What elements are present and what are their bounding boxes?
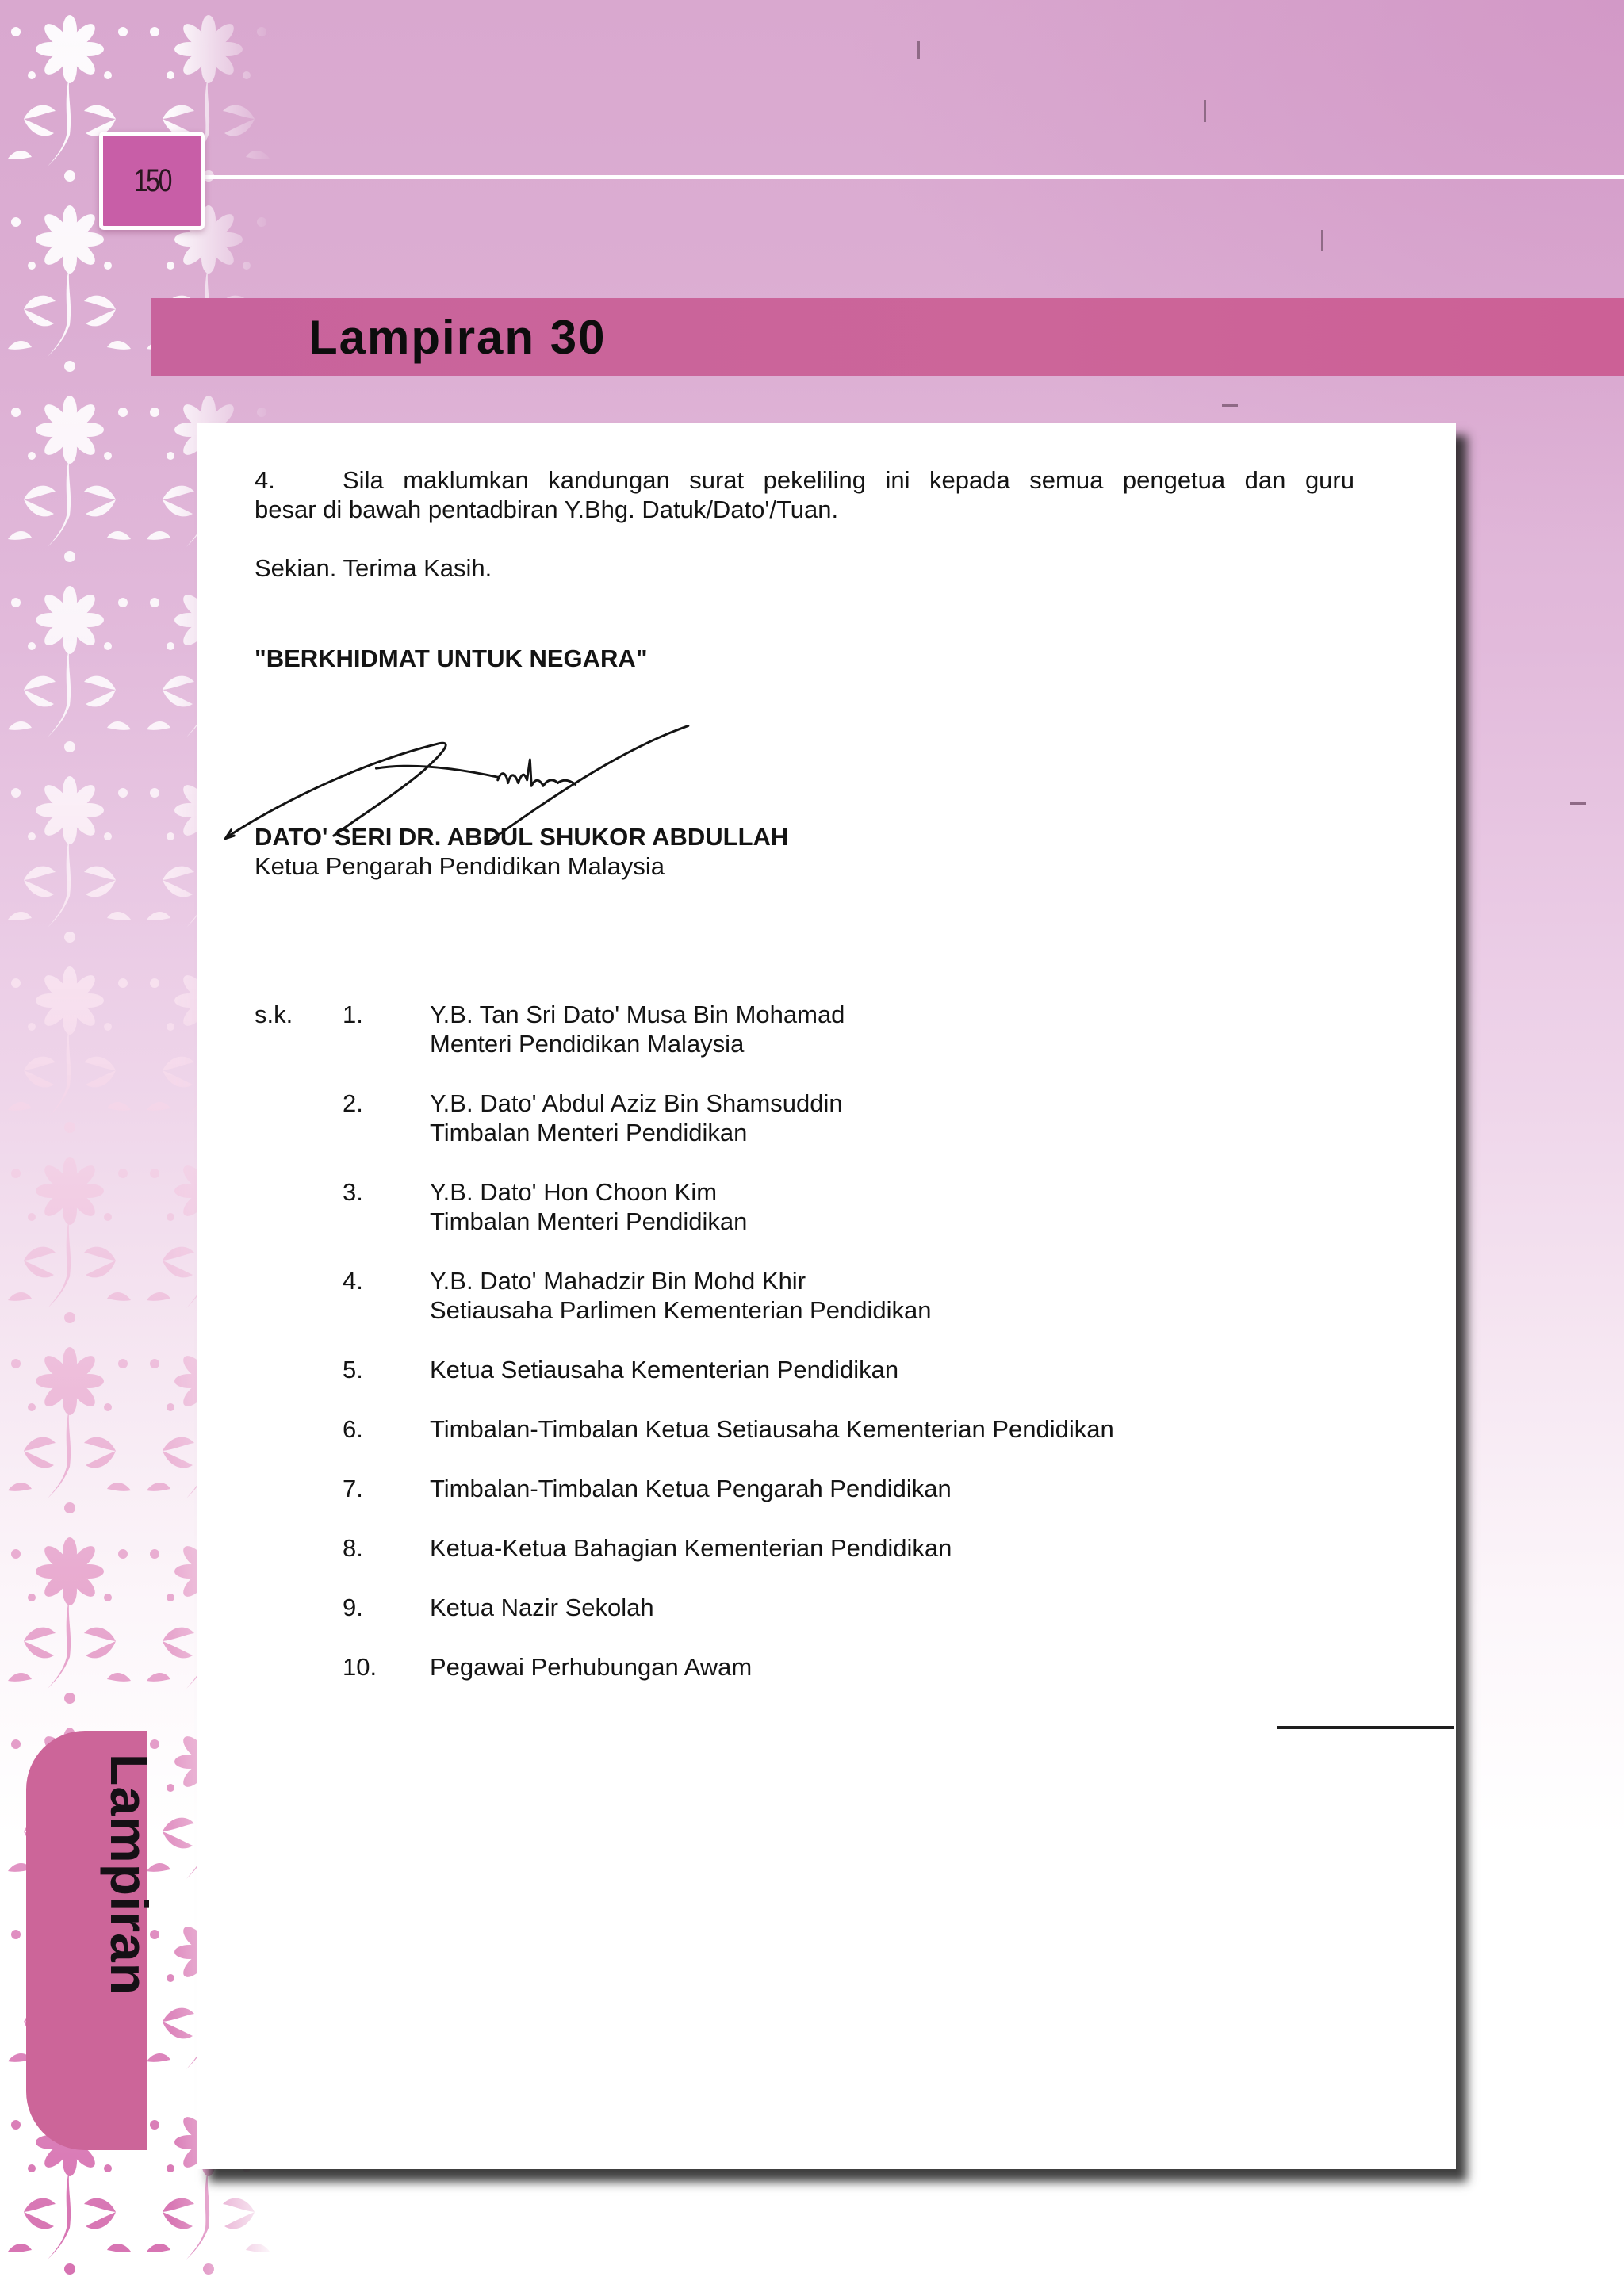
cc-item bbox=[343, 1000, 1114, 1058]
closing-text: Sekian. Terima Kasih. bbox=[255, 554, 492, 582]
page-title: Lampiran 30 bbox=[308, 310, 607, 364]
side-tab-label: Lampiran bbox=[100, 1754, 159, 1996]
cc-item bbox=[343, 1355, 1114, 1384]
decorative-mark bbox=[917, 41, 920, 59]
cc-item bbox=[343, 1089, 1114, 1147]
page-number: 150 bbox=[133, 163, 170, 198]
decorative-mark bbox=[1204, 100, 1206, 122]
cc-item-name: Pegawai Perhubungan Awam bbox=[430, 1653, 753, 1681]
page-number-badge bbox=[99, 132, 205, 230]
cc-item-number: 8. bbox=[343, 1534, 363, 1562]
cc-item bbox=[343, 1593, 1114, 1622]
signatory-name: DATO' SERI DR. ABDUL SHUKOR ABDULLAH bbox=[255, 823, 789, 851]
cc-item bbox=[343, 1533, 1114, 1563]
cc-item-number: 3. bbox=[343, 1178, 363, 1206]
cc-item bbox=[343, 1652, 1114, 1682]
cc-item-position: Timbalan Menteri Pendidikan bbox=[430, 1207, 748, 1235]
cc-item-position: Menteri Pendidikan Malaysia bbox=[430, 1030, 745, 1058]
cc-item-name: Timbalan-Timbalan Ketua Pengarah Pendidikan bbox=[430, 1475, 952, 1502]
cc-item-number: 2. bbox=[343, 1089, 363, 1117]
decorative-mark bbox=[1570, 802, 1586, 805]
cc-item-name: Ketua Setiausaha Kementerian Pendidikan bbox=[430, 1356, 899, 1383]
cc-item bbox=[343, 1414, 1114, 1444]
cc-item-number: 4. bbox=[343, 1267, 363, 1295]
cc-item bbox=[343, 1266, 1114, 1325]
motto-text: "BERKHIDMAT UNTUK NEGARA" bbox=[255, 645, 648, 672]
paragraph-line: Sila maklumkan kandungan surat pekeliling ini kepada semua pengetua dan guru bbox=[343, 466, 1354, 494]
header-divider-line bbox=[205, 175, 1624, 179]
cc-item-number: 9. bbox=[343, 1594, 363, 1621]
cc-list bbox=[343, 1000, 1114, 1712]
cc-item-number: 1. bbox=[343, 1001, 363, 1028]
horizontal-rule bbox=[1277, 1726, 1454, 1729]
cc-item-name: Timbalan-Timbalan Ketua Setiausaha Kementerian Pendidikan bbox=[430, 1415, 1114, 1443]
cc-item-name: Ketua Nazir Sekolah bbox=[430, 1594, 654, 1621]
cc-item-position: Setiausaha Parlimen Kementerian Pendidikan bbox=[430, 1296, 932, 1324]
cc-item bbox=[343, 1474, 1114, 1503]
cc-item-number: 5. bbox=[343, 1356, 363, 1383]
letter-page bbox=[197, 423, 1456, 2169]
decorative-mark bbox=[1321, 230, 1323, 251]
cc-item-number: 10. bbox=[343, 1653, 377, 1681]
decorative-mark bbox=[1222, 404, 1238, 407]
signatory-title: Ketua Pengarah Pendidikan Malaysia bbox=[255, 852, 665, 880]
cc-item-name: Y.B. Dato' Hon Choon Kim bbox=[430, 1178, 718, 1206]
paragraph-number: 4. bbox=[255, 466, 275, 494]
cc-item-name: Y.B. Tan Sri Dato' Musa Bin Mohamad bbox=[430, 1001, 845, 1028]
cc-item-name: Y.B. Dato' Mahadzir Bin Mohd Khir bbox=[430, 1267, 806, 1295]
cc-item-name: Ketua-Ketua Bahagian Kementerian Pendidikan bbox=[430, 1534, 952, 1562]
cc-label: s.k. bbox=[255, 1001, 293, 1028]
cc-item-number: 7. bbox=[343, 1475, 363, 1502]
paragraph-line: besar di bawah pentadbiran Y.Bhg. Datuk/Dato'/Tuan. bbox=[255, 496, 839, 523]
cc-item-name: Y.B. Dato' Abdul Aziz Bin Shamsuddin bbox=[430, 1089, 843, 1117]
header-bar bbox=[151, 298, 1624, 376]
cc-item-number: 6. bbox=[343, 1415, 363, 1443]
cc-item bbox=[343, 1177, 1114, 1236]
cc-item-position: Timbalan Menteri Pendidikan bbox=[430, 1119, 748, 1146]
